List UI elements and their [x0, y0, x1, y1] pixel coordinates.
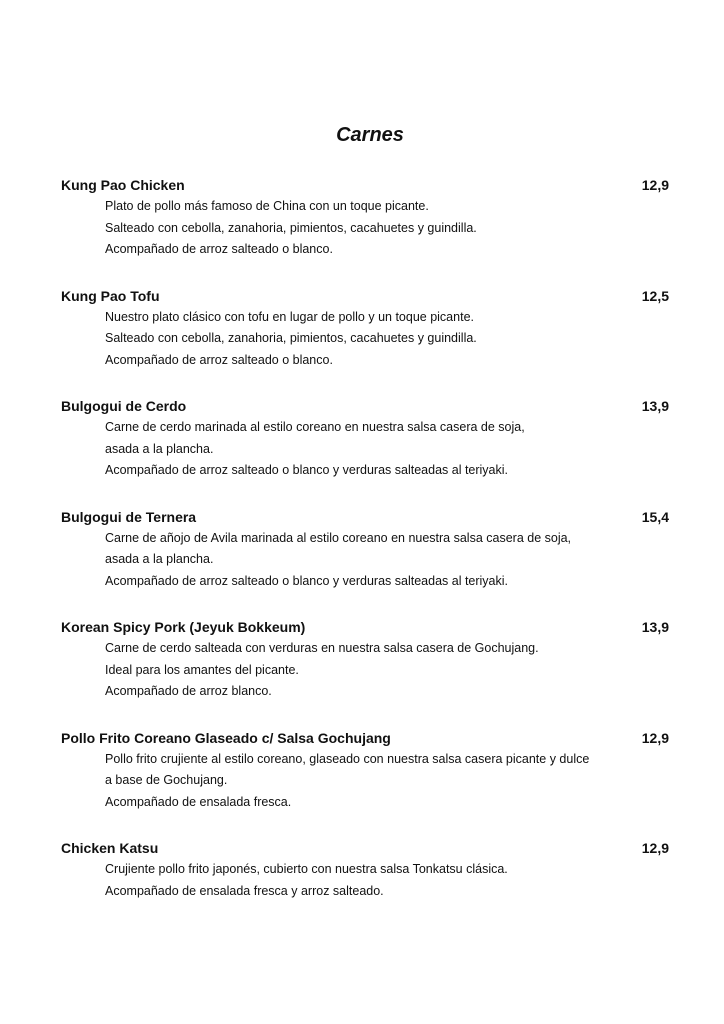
description-line: Crujiente pollo frito japonés, cubierto con nuestra salsa Tonkatsu clásica. [105, 862, 508, 876]
dish-price: 12,9 [641, 177, 669, 193]
dish-price: 15,4 [641, 508, 669, 525]
description-line: Carne de cerdo salteada con verduras en nuestra salsa casera de Gochujang. [105, 641, 539, 655]
dish-name: Korean Spicy Pork (Jeyuk Bokkeum) [61, 619, 306, 635]
dish-price: 12,5 [641, 287, 669, 304]
dish-header [61, 617, 673, 638]
description-line: Acompañado de arroz salteado o blanco y verduras salteadas al teriyaki. [105, 463, 509, 477]
description-line: Carne de añojo de Avila marinada al estilo coreano en nuestra salsa casera de soja, [105, 530, 572, 545]
dish-header [61, 838, 673, 859]
dish-name: Pollo Frito Coreano Glaseado c/ Salsa Gochujang [61, 729, 391, 746]
dish-price: 12,9 [641, 729, 669, 746]
dish-price: 12,9 [641, 840, 669, 856]
dish-name: Kung Pao Chicken [61, 177, 185, 193]
dish-price: 13,9 [641, 619, 669, 635]
dish-description [61, 859, 673, 902]
description-line: Ideal para los amantes del picante. [105, 662, 299, 677]
description-line: a base de Gochujang. [105, 773, 228, 787]
dish-name: Bulgogui de Ternera [61, 508, 197, 525]
description-line: Acompañado de arroz salteado o blanco y verduras salteadas al teriyaki. [105, 573, 509, 588]
dish-description [61, 417, 673, 482]
description-line: Salteado con cebolla, zanahoria, pimientos, cacahuetes y guindilla. [105, 331, 477, 345]
dish-price: 13,9 [641, 398, 669, 414]
section-title: Carnes [336, 124, 404, 146]
dish-bulgogui-de-ternera [61, 507, 673, 593]
dish-list [61, 175, 673, 927]
description-line: Plato de pollo más famoso de China con un toque picante. [105, 199, 429, 213]
description-line: asada a la plancha. [105, 552, 214, 566]
dish-name: Chicken Katsu [61, 840, 159, 856]
dish-chicken-katsu [61, 838, 673, 902]
description-line: Carne de cerdo marinada al estilo coreano en nuestra salsa casera de soja, [105, 420, 525, 434]
description-line: Acompañado de arroz blanco. [105, 684, 272, 698]
dish-kung-pao-chicken [61, 175, 673, 261]
dish-name: Bulgogui de Cerdo [61, 398, 187, 414]
dish-pollo-frito-coreano [61, 728, 673, 814]
dish-header [61, 728, 673, 749]
description-line: Pollo frito crujiente al estilo coreano, glaseado con nuestra salsa casera picante y dulce [105, 751, 590, 766]
dish-header [61, 396, 673, 417]
dish-description [61, 528, 673, 593]
dish-description [61, 638, 673, 703]
description-line: Acompañado de arroz salteado o blanco. [105, 242, 333, 256]
dish-description [61, 307, 673, 372]
description-line: Acompañado de ensalada fresca. [105, 794, 292, 809]
dish-korean-spicy-pork [61, 617, 673, 703]
description-line: Acompañado de ensalada fresca y arroz salteado. [105, 883, 384, 898]
dish-header [61, 175, 673, 196]
dish-description [61, 196, 673, 261]
description-line: Acompañado de arroz salteado o blanco. [105, 352, 333, 367]
dish-header [61, 286, 673, 307]
description-line: asada a la plancha. [105, 441, 214, 456]
dish-bulgogui-de-cerdo [61, 396, 673, 482]
dish-name: Kung Pao Tofu [61, 287, 160, 304]
description-line: Salteado con cebolla, zanahoria, pimientos, cacahuetes y guindilla. [105, 220, 477, 235]
dish-header [61, 507, 673, 528]
description-line: Nuestro plato clásico con tofu en lugar de pollo y un toque picante. [105, 309, 474, 324]
dish-kung-pao-tofu [61, 286, 673, 372]
dish-description [61, 749, 673, 814]
